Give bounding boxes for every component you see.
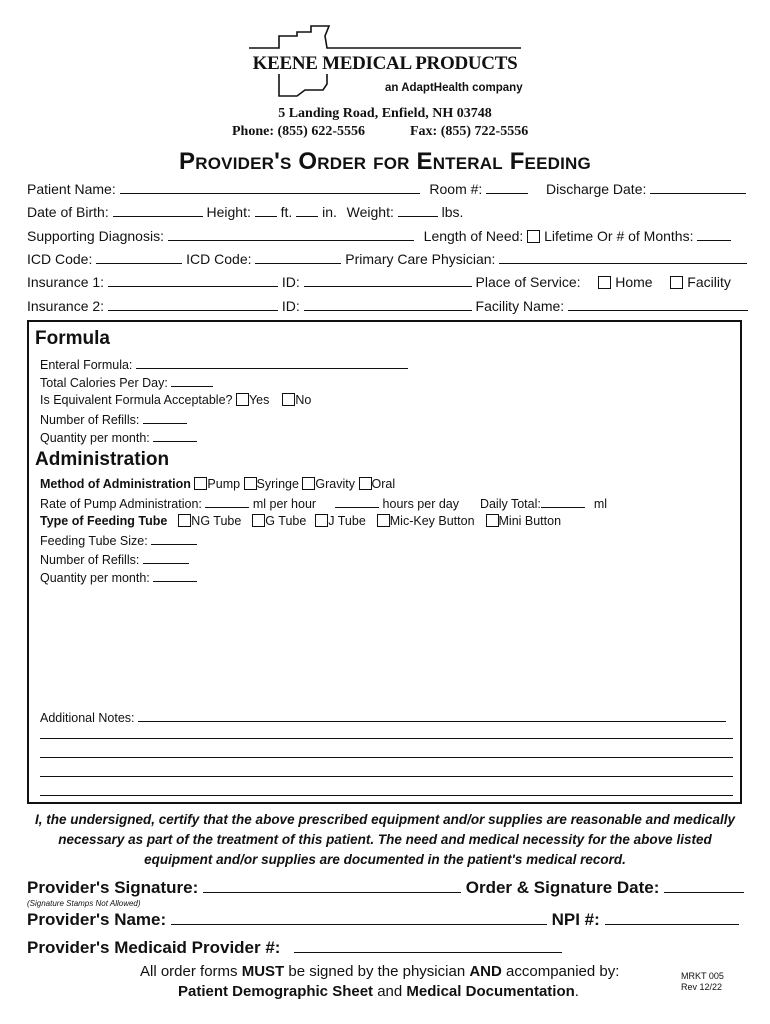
- admin-quantity-row: [40, 569, 197, 585]
- mini-button-checkbox[interactable]: [486, 514, 499, 527]
- formula-quantity-field[interactable]: [153, 429, 197, 442]
- npi-field[interactable]: [605, 912, 739, 925]
- tube-type-label: Type of Feeding Tube: [40, 514, 168, 528]
- ng-tube-checkbox[interactable]: [178, 514, 191, 527]
- home-label: Home: [615, 274, 653, 290]
- enteral-formula-row: [40, 356, 408, 372]
- pump-checkbox[interactable]: [194, 477, 207, 490]
- pump-label: Pump: [207, 477, 241, 491]
- in-label: in.: [322, 204, 337, 220]
- lbs-label: lbs.: [441, 204, 464, 220]
- formula-refills-field[interactable]: [143, 411, 187, 424]
- lifetime-label: Lifetime: [544, 228, 594, 244]
- diagnosis-label: Supporting Diagnosis:: [27, 228, 164, 244]
- home-checkbox[interactable]: [598, 276, 611, 289]
- notes-row: [40, 709, 726, 725]
- footer-line-2: Patient Demographic Sheet and Medical Documentation.: [178, 983, 579, 1000]
- order-date-label: Order & Signature Date:: [465, 878, 660, 897]
- tube-size-field[interactable]: [151, 532, 197, 545]
- formula-refills-label: Number of Refills:: [40, 413, 140, 427]
- discharge-date-label: Discharge Date:: [545, 181, 647, 197]
- mini-button-label: Mini Button: [498, 514, 562, 528]
- insurance-2-label: Insurance 2:: [27, 298, 105, 314]
- notes-label: Additional Notes:: [40, 711, 135, 725]
- room-field[interactable]: [486, 181, 528, 194]
- icd-code-1-field[interactable]: [96, 251, 182, 264]
- equivalent-yes-checkbox[interactable]: [236, 393, 249, 406]
- ml-label: ml: [593, 497, 608, 511]
- j-tube-checkbox[interactable]: [315, 514, 328, 527]
- company-fax: Fax: (855) 722-5556: [410, 124, 529, 139]
- provider-signature-field[interactable]: [203, 880, 461, 893]
- formula-heading: Formula: [35, 328, 110, 349]
- hours-per-day-field[interactable]: [335, 495, 379, 508]
- equivalent-label: Is Equivalent Formula Acceptable?: [40, 393, 233, 407]
- certification-line-1: I, the undersigned, certify that the above prescribed equipment and/or supplies are reasonable and medically: [35, 812, 735, 827]
- weight-field[interactable]: [398, 204, 438, 217]
- height-label: Height:: [206, 204, 251, 220]
- administration-heading: Administration: [35, 449, 170, 470]
- mic-key-button-label: Mic-Key Button: [389, 514, 475, 528]
- ml-per-hour-field[interactable]: [205, 495, 249, 508]
- notes-line-2[interactable]: [40, 738, 733, 739]
- months-field[interactable]: [697, 228, 731, 241]
- oral-checkbox[interactable]: [359, 477, 372, 490]
- ml-per-hour-label: ml per hour: [252, 497, 317, 511]
- tube-size-label: Feeding Tube Size:: [40, 534, 148, 548]
- syringe-label: Syringe: [256, 477, 299, 491]
- company-name: KEENE MEDICAL PRODUCTS: [252, 53, 518, 74]
- admin-quantity-field[interactable]: [153, 569, 197, 582]
- diagnosis-row: [27, 228, 731, 244]
- dob-row: [27, 204, 463, 220]
- formula-quantity-label: Quantity per month:: [40, 431, 150, 445]
- hours-per-day-label: hours per day: [382, 497, 459, 511]
- facility-name-field[interactable]: [568, 298, 748, 311]
- calories-row: [40, 374, 213, 390]
- mic-key-button-checkbox[interactable]: [377, 514, 390, 527]
- provider-name-row: [27, 910, 739, 930]
- rate-label: Rate of Pump Administration:: [40, 497, 202, 511]
- provider-signature-row: [27, 878, 744, 898]
- ft-label: ft.: [280, 204, 293, 220]
- lifetime-checkbox[interactable]: [527, 230, 540, 243]
- length-of-need-label: Length of Need:: [423, 228, 524, 244]
- admin-refills-field[interactable]: [143, 551, 189, 564]
- icd-code-2-label: ICD Code:: [186, 251, 252, 267]
- form-code: MRKT 005: [681, 971, 724, 981]
- facility-name-label: Facility Name:: [475, 298, 565, 314]
- room-label: Room #:: [429, 181, 483, 197]
- formula-quantity-row: [40, 429, 197, 445]
- rate-row: [40, 495, 607, 511]
- provider-name-field[interactable]: [171, 912, 547, 925]
- icd-row: [27, 251, 747, 267]
- patient-name-label: Patient Name:: [27, 181, 116, 197]
- company-address: 5 Landing Road, Enfield, NH 03748: [278, 106, 492, 121]
- medicaid-label: Provider's Medicaid Provider #:: [27, 938, 281, 957]
- notes-line-3[interactable]: [40, 757, 733, 758]
- tube-type-row: [40, 514, 561, 528]
- admin-refills-row: [40, 551, 189, 567]
- admin-refills-label: Number of Refills:: [40, 553, 140, 567]
- daily-total-label: Daily Total:: [479, 497, 541, 511]
- company-subtitle: an AdaptHealth company: [385, 82, 523, 94]
- facility-label: Facility: [687, 274, 731, 290]
- yes-label: Yes: [248, 393, 270, 407]
- form-revision: Rev 12/22: [681, 982, 723, 992]
- insurance-2-field[interactable]: [108, 298, 278, 311]
- j-tube-label: J Tube: [328, 514, 366, 528]
- place-of-service-label: Place of Service:: [475, 274, 581, 290]
- signature-stamps-note: (Signature Stamps Not Allowed): [27, 899, 141, 908]
- order-date-field[interactable]: [664, 880, 744, 893]
- calories-field[interactable]: [171, 374, 213, 387]
- insurance-1-label: Insurance 1:: [27, 274, 105, 290]
- insurance-2-row: [27, 298, 748, 314]
- equivalent-no-checkbox[interactable]: [282, 393, 295, 406]
- diagnosis-field[interactable]: [168, 228, 414, 241]
- g-tube-label: G Tube: [265, 514, 307, 528]
- ng-tube-label: NG Tube: [191, 514, 242, 528]
- dob-label: Date of Birth:: [27, 204, 109, 220]
- insurance-1-id-label: ID:: [281, 274, 300, 290]
- method-label: Method of Administration: [40, 477, 191, 491]
- provider-signature-label: Provider's Signature:: [27, 878, 199, 897]
- notes-line-4[interactable]: [40, 776, 733, 777]
- months-label: Or # of Months:: [597, 228, 694, 244]
- oral-label: Oral: [371, 477, 396, 491]
- dob-field[interactable]: [113, 204, 203, 217]
- certification-line-2: necessary as part of the treatment of this patient. The need and medical necessity for the above listed: [58, 832, 712, 847]
- facility-checkbox[interactable]: [670, 276, 683, 289]
- certification-text: [0, 810, 770, 870]
- medicaid-row: [27, 938, 562, 958]
- insurance-2-id-field[interactable]: [304, 298, 472, 311]
- syringe-checkbox[interactable]: [244, 477, 257, 490]
- gravity-label: Gravity: [315, 477, 356, 491]
- g-tube-checkbox[interactable]: [252, 514, 265, 527]
- medicaid-field[interactable]: [294, 940, 562, 953]
- gravity-checkbox[interactable]: [302, 477, 315, 490]
- provider-name-label: Provider's Name:: [27, 910, 167, 929]
- insurance-1-field[interactable]: [108, 274, 278, 287]
- pcp-label: Primary Care Physician:: [345, 251, 496, 267]
- weight-label: Weight:: [346, 204, 394, 220]
- patient-name-field[interactable]: [120, 181, 420, 194]
- icd-code-2-field[interactable]: [255, 251, 341, 264]
- insurance-1-row: [27, 274, 731, 290]
- insurance-2-id-label: ID:: [281, 298, 300, 314]
- equivalent-row: [40, 393, 311, 407]
- patient-row: [27, 181, 746, 197]
- height-ft-field[interactable]: [255, 204, 277, 217]
- page-title: Provider's Order for Enteral Feeding: [179, 148, 591, 175]
- enteral-formula-field[interactable]: [136, 356, 408, 369]
- no-label: No: [295, 393, 312, 407]
- icd-code-1-label: ICD Code:: [27, 251, 93, 267]
- daily-total-field[interactable]: [541, 495, 585, 508]
- company-phone: Phone: (855) 622-5556: [232, 124, 365, 139]
- discharge-date-field[interactable]: [650, 181, 746, 194]
- notes-line-5[interactable]: [40, 795, 733, 796]
- formula-refills-row: [40, 411, 187, 427]
- admin-quantity-label: Quantity per month:: [40, 571, 150, 585]
- notes-field-1[interactable]: [138, 709, 726, 722]
- pcp-field[interactable]: [499, 251, 747, 264]
- height-in-field[interactable]: [296, 204, 318, 217]
- enteral-formula-label: Enteral Formula:: [40, 358, 133, 372]
- npi-label: NPI #:: [551, 910, 600, 929]
- calories-label: Total Calories Per Day:: [40, 376, 168, 390]
- company-logo: [245, 22, 525, 104]
- certification-line-3: equipment and/or supplies are documented in the patient's medical record.: [144, 852, 626, 867]
- footer-line-1: All order forms MUST be signed by the physician AND accompanied by:: [140, 963, 620, 980]
- method-row: [40, 477, 395, 491]
- insurance-1-id-field[interactable]: [304, 274, 472, 287]
- tube-size-row: [40, 532, 197, 548]
